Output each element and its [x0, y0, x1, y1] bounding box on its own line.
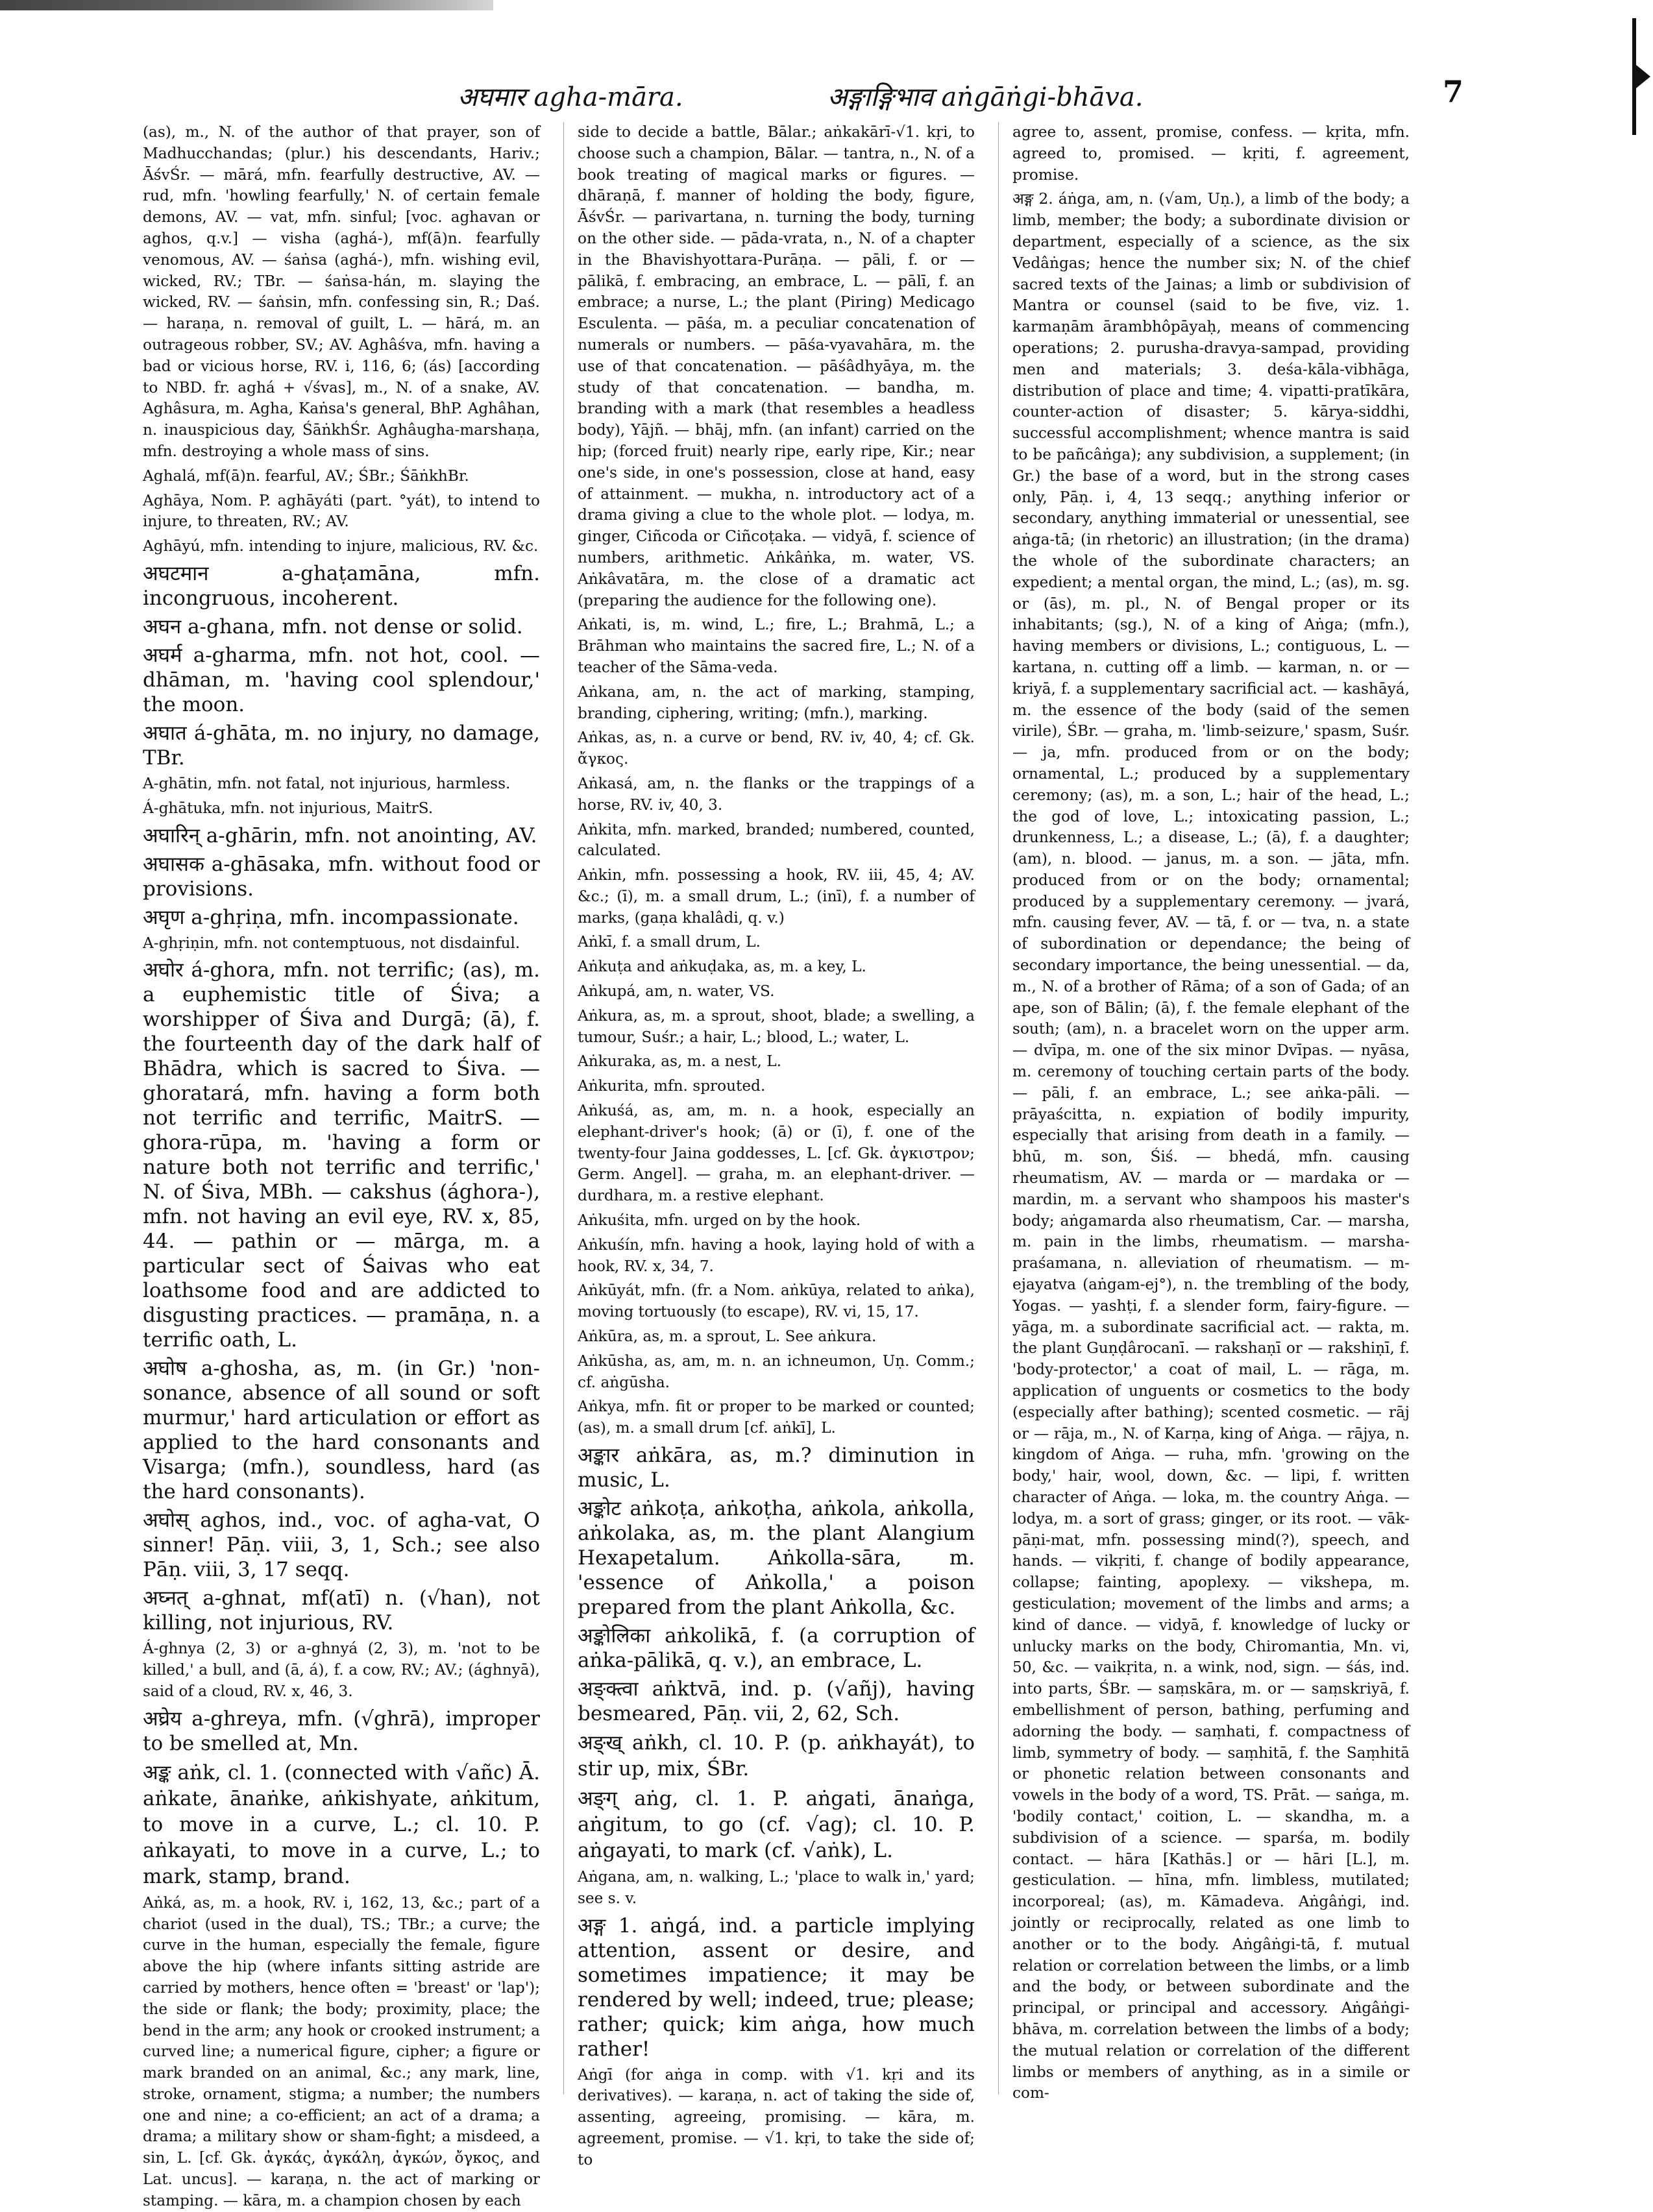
dictionary-entry: अघ्रेय a-ghreya, mfn. (√ghrā), improper to be smelled at, Mn.: [143, 1707, 540, 1755]
dictionary-entry: Aṅkya, mfn. fit or proper to be marked or counted; (as), m. a small drum [cf. aṅkī], L.: [578, 1398, 975, 1437]
dictionary-entry: Aṅkūsha, as, am, m. n. an ichneumon, Uṇ. Comm.; cf. aṅgūsha.: [578, 1352, 975, 1391]
dictionary-entry: अङ्ग् aṅg, cl. 1. P. aṅgati, ānaṅga, aṅgitum, to go (cf. √ag); cl. 10. P. aṅgayati, to mark (cf. √aṅk), L.: [578, 1787, 975, 1863]
page-header: [133, 71, 1463, 117]
dictionary-entry: (as), m., N. of the author of that prayer, son of Madhucchandas; (plur.) his descendants, Hariv.; ĀśvŚr. — mārá, mfn. fearfully destructive, AV. — rud, mfn. 'howling fearfully,' N. of certain female demons, AV. — vat, mfn. sinful; [voc. aghavan or aghos, q.v.] — visha (aghá-), mf(ā)n. fearfully venomous, AV. — śaṅsa (aghá-), mfn. wishing evil, wicked, RV.; TBr. — śaṅsa-hán, m. slaying the wicked, RV. — śaṅsin, mfn. confessing sin, R.; Daś. — haraṇa, n. removal of guilt, L. — hārá, m. an outrageous robber, SV.; AV. Aghâśva, mfn. having a bad or vicious horse, RV. i, 116, 6; (ás) [according to NBD. fr. aghá + √śvas], m., N. of a snake, AV. Aghâsura, m. Agha, Kaṅsa's general, BhP. Aghâhan, n. inauspicious day, ŚāṅkhŚr. Aghâugha-marshaṇa, mfn. destroying a whole mass of sins.: [143, 123, 540, 460]
dictionary-column-3: [1012, 122, 1410, 2108]
dictionary-entry: Aṅkūyát, mfn. (fr. a Nom. aṅkūya, related to aṅka), moving tortuously (to escape), RV. vi, 15, 17.: [578, 1282, 975, 1321]
dictionary-entry: अघोस् aghos, ind., voc. of agha-vat, O sinner! Pāṇ. viii, 3, 1, Sch.; see also Pāṇ. viii, 3, 17 seqq.: [143, 1509, 540, 1582]
left-running-headword: अघमार agha-māra.: [458, 82, 683, 112]
dictionary-entry: agree to, assent, promise, confess. — kṛita, mfn. agreed to, promised. — kṛiti, f. agreement, promise.: [1012, 123, 1410, 184]
dictionary-column-2: [578, 122, 975, 2169]
page-number: 7: [1442, 74, 1463, 109]
dictionary-entry: अघासक a-ghāsaka, mfn. without food or provisions.: [143, 852, 540, 901]
dictionary-entry: Aṅkuraka, as, m. a nest, L.: [578, 1052, 781, 1071]
dictionary-entry: Aṅkūra, as, m. a sprout, L. See aṅkura.: [578, 1328, 877, 1346]
dictionary-entry: अङ्कोलिका aṅkolikā, f. (a corruption of aṅka-pālikā, q. v.), an embrace, L.: [578, 1624, 975, 1673]
dictionary-entry: अघोष a-ghosha, as, m. (in Gr.) 'non-sonance, absence of all sound or soft murmur,' hard articulation or effort as applied to the hard consonants and Visarga; (mfn.), soundless, hard (as the hard consonants).: [143, 1357, 540, 1504]
dictionary-entry: Aghāya, Nom. P. aghāyáti (part. °yát), to intend to injure, to threaten, RV.; AV.: [143, 491, 540, 531]
dictionary-entry: Aṅkuśita, mfn. urged on by the hook.: [578, 1211, 861, 1230]
dictionary-entry: A-ghātin, mfn. not fatal, not injurious, harmless.: [143, 774, 511, 792]
column-divider: [563, 122, 564, 2095]
dictionary-entry: अघ्नत् a-ghnat, mf(atī) n. (√han), not killing, not injurious, RV.: [143, 1586, 540, 1635]
scan-edge-mark: [0, 0, 493, 10]
dictionary-entry: अङ्क aṅk, cl. 1. (connected with √añc) Ā. aṅkate, ānaṅke, aṅkishyate, aṅkitum, to move in a curve, L.; cl. 10. P. aṅkayati, to move in a curve, L.; to mark, stamp, brand.: [143, 1760, 540, 1888]
dictionary-entry: Aghalá, mf(ā)n. fearful, AV.; ŚBr.; ŚāṅkhBr.: [143, 467, 469, 485]
dictionary-entry: अघर्म a-gharma, mfn. not hot, cool. — dhāman, m. 'having cool splendour,' the moon.: [143, 643, 540, 716]
dictionary-entry: Aṅkasá, am, n. the flanks or the trappings of a horse, RV. iv, 40, 3.: [578, 774, 975, 814]
dictionary-entry: अघारिन् a-ghārin, mfn. not anointing, AV.: [143, 823, 537, 847]
dictionary-entry: अङ्ग 2. áṅga, am, n. (√am, Uṇ.), a limb of the body; a limb, member; the body; a subordinate division or department, especially of a science, as the six Vedâṅgas; hence the number six; N. of the chief sacred texts of the Jainas; a limb or subdivision of Mantra or counsel (said to be five, viz. 1. karmaṇām ārambhôpāyaḥ, means of commencing operations; 2. purusha-dravya-sampad, providing men and materials; 3. deśa-kāla-vibhāga, distribution of place and time; 4. vipatti-pratīkāra, counter-action of disaster; 5. kārya-siddhi, successful accomplishment; whence mantra is said to be pañcâṅga); any subdivision, a supplement; (in Gr.) the base of a word, but in the strong cases only, Pāṇ. i, 4, 13 seqq.; anything inferior or secondary, anything immaterial or unessential, see aṅga-tā; (in rhetoric) an illustration; (in the drama) the whole of the subordinate characters; an expedient; a mental organ, the mind, L.; (as), m. sg. or (ās), m. pl., N. of Bengal proper or its inhabitants; (sg.), N. of a king of Aṅga; (mfn.), having members or divisions, L.; contiguous, L. — kartana, n. cutting off a limb. — karman, n. or — kriyā, f. a supplementary sacrificial act. — kashāyá, m. the essence of the body (said of the semen virile), ŚBr. — graha, m. 'limb-seizure,' spasm, Suśr. — ja, mfn. produced from or on the body; ornamental, L.; produced by a supplementary ceremony; (as), m. a son, L.; hair of the head, L.; the god of love, L.; intoxicating passion, L.; drunkenness, L.; a disease, L.; (ā), f. a daughter; (am), n. blood. — janus, m. a son. — jāta, mfn. produced from or on the body; ornamental; produced by a supplementary ceremony. — jvará, mfn. causing fever, AV. — tā, f. or — tva, n. a state of subordination or dependance; the being of secondary importance, the being unessential. — da, m., N. of a brother of Rāma; of a son of Gada; of an ape, son of Bālin; (ā), f. the female elephant of the south; (am), n. a bracelet worn on the upper arm. — dvīpa, m. one of the six minor Dvīpas. — nyāsa, m. ceremony of touching certain parts of the body. — pāli, f. an embrace, L.; see aṅka-pāli. — prāyaścitta, n. expiation of bodily impurity, especially that arising from death in a family. — bhū, m. son, Śiś. — bhedá, mfn. causing rheumatism, AV. — marda or — mardaka or — mardin, m. a servant who shampoos his master's body; aṅgamarda also rheumatism, Car. — marsha, m. pain in the limbs, rheumatism. — marsha-praśamana, n. alleviation of rheumatism. — m-ejayatva (aṅgam-ej°), n. the trembling of the body, Yogas. — yashṭi, f. a slender form, fairy-figure. — yāga, m. a subordinate sacrificial act. — rakta, m. the plant Guṇḍârocanī. — rakshaṇī or — rakshiṇī, f. 'body-protector,' a coat of mail, L. — rāga, m. application of unguents or cosmetics to the body (especially after bathing); scented cosmetic. — rāj or — rāja, m., N. of Karṇa, king of Aṅga. — rājya, n. kingdom of Aṅga. — ruha, mfn. 'growing on the body,' hair, wool, down, &c. — lipi, f. written character of Aṅga. — loka, m. the country Aṅga. — lodya, m. a sort of grass; ginger, or its root. — vāk-pāṇi-mat, mfn. possessing mind(?), speech, and hands. — vikṛiti, f. change of bodily appearance, collapse; fainting, apoplexy. — vikshepa, m. gesticulation; movement of the limbs and arms; a kind of dance. — vidyā, f. knowledge of lucky or unlucky marks on the body, Chiromantia, Mn. vi, 50, &c. — vaikṛita, n. a wink, nod, sign. — śás, ind. into parts, ŚBr. — saṃskāra, m. or — saṃskriyā, f. embellishment of person, bathing, perfuming and adorning the body. — saṃhati, f. compactness of limb, symmetry of body. — saṃhitā, f. the Saṃhitā or phonetic relation between consonants and vowels in the body of a word, TS. Prāt. — saṅga, m. 'bodily contact,' coition, L. — skandha, m. a subdivision of a science. — sparśa, m. bodily contact. — hāra [Kathās.] or — hāri [L.], m. gesticulation. — hīna, mfn. limbless, mutilated; incorporeal; (as), m. Kāmadeva. Aṅgâṅgi, ind. jointly or reciprocally, related as one limb to another or to the body. Aṅgâṅgi-tā, f. mutual relation or correlation between the limbs, or a limb and the body, or between subordinate and the principal, or principal and accessory. Aṅgâṅgi-bhāva, m. correlation between the limbs of a body; the mutual relation or correlation of the different limbs or members of anything, as in a simile or com-: [1012, 190, 1410, 2102]
dictionary-entry: Aṅkupá, am, n. water, VS.: [578, 982, 775, 1001]
dictionary-entry: Aṅkana, am, n. the act of marking, stamping, branding, ciphering, writing; (mfn.), marking.: [578, 683, 975, 722]
right-running-headword: अङ्गाङ्गिभाव aṅgāṅgi-bhāva.: [827, 82, 1144, 112]
dictionary-entry: अङ्क्त्वा aṅktvā, ind. p. (√añj), having besmeared, Pāṇ. vii, 2, 62, Sch.: [578, 1677, 975, 1726]
dictionary-entry: Aṅkī, f. a small drum, L.: [578, 933, 761, 951]
page-tab-marker: [1632, 18, 1650, 135]
dictionary-entry: A-ghṛiṇin, mfn. not contemptuous, not disdainful.: [143, 934, 520, 952]
dictionary-entry: Aṅkuśá, as, am, m. n. a hook, especially an elephant-driver's hook; (ā) or (ī), f. one of the twenty-four Jaina goddesses, L. [cf. Gk. ἀγκιστρον; Germ. Angel]. — graha, m. an elephant-driver. — durdhara, m. a restive elephant.: [578, 1102, 975, 1205]
dictionary-entry: अघटमान a-ghaṭamāna, mfn. incongruous, incoherent.: [143, 561, 540, 610]
dictionary-entry: Aṅkuśín, mfn. having a hook, laying hold of with a hook, RV. x, 34, 7.: [578, 1235, 975, 1275]
dictionary-entry: Aṅkita, mfn. marked, branded; numbered, counted, calculated.: [578, 820, 975, 860]
dictionary-entry: Aṅkin, mfn. possessing a hook, RV. iii, 45, 4; AV. &c.; (ī), m. a small drum, L.; (inī), f. a number of marks, (gaṇa khalâdi, q. v.): [578, 866, 975, 927]
dictionary-entry: side to decide a battle, Bālar.; aṅkakārī-√1. kṛi, to choose such a champion, Bālar. — tantra, n., N. of a book treating of magical marks or figures. — dhāraṇā, f. manner of holding the body, figure, ĀśvŚr. — parivartana, n. turning the body, turning on the other side. — pāda-vrata, n., N. of a chapter in the Bhavishyottara-Purāṇa. — pāli, f. or — pālikā, f. embracing, an embrace, L. — pālī, f. an embrace; a nurse, L.; the plant (Piring) Medicago Esculenta. — pāśa, m. a peculiar concatenation of numerals or numbers. — pāśa-vyavahāra, m. the use of that concatenation. — pāśâdhyāya, m. the study of that concatenation. — bandha, m. branding with a mark (that resembles a headless body), Yājñ. — bhāj, mfn. (an infant) carried on the hip; (forced fruit) nearly ripe, early ripe, Kir.; near one's side, in one's possession, close at hand, easy of attainment. — mukha, n. introductory act of a drama giving a clue to the whole plot. — lodya, m. ginger, Ciñcoda or Ciñcoṭaka. — vidyā, f. science of numbers, arithmetic. Aṅkâṅka, m. water, VS. Aṅkâvatāra, m. the close of a dramatic act (preparing the audience for the following one).: [578, 123, 975, 609]
dictionary-entry: अङ्ग 1. aṅgá, ind. a particle implying attention, assent or desire, and sometimes impatience; it may be rendered by well; indeed, true; please; rather; quick; kim aṅga, how much rather!: [578, 1914, 975, 2061]
dictionary-entry: Aṅká, as, m. a hook, RV. i, 162, 13, &c.; part of a chariot (used in the dual), TS.; TBr.; a curve; the curve in the human, especially the female, figure above the hip (where infants sitting astride are carried by mothers, hence often = 'breast' or 'lap'); the side or flank; the body; proximity, place; the bend in the arm; any hook or crooked instrument; a curved line; a numerical figure, cipher; a figure or mark branded on an animal, &c.; any mark, line, stroke, ornament, stigma; a number; the numbers one and nine; a co-efficient; an act of a drama; a drama; a military show or sham-fight; a misdeed, a sin, L. [cf. Gk. ἀγκάς, ἀγκάλη, ἀγκών, ὄγκος, and Lat. uncus]. — karaṇa, n. the act of marking or stamping. — kāra, m. a champion chosen by each: [143, 1893, 540, 2209]
dictionary-entry: अघन a-ghana, mfn. not dense or solid.: [143, 614, 523, 638]
dictionary-entry: अङ्कार aṅkāra, as, m.? diminution in music, L.: [578, 1444, 975, 1492]
dictionary-entry: Á-ghātuka, mfn. not injurious, MaitrS.: [143, 799, 434, 817]
dictionary-entry: Aṅkuṭa and aṅkuḍaka, as, m. a key, L.: [578, 958, 866, 976]
dictionary-entry: Aṅgī (for aṅga in comp. with √1. kṛi and its derivatives). — karaṇa, n. act of taking the side of, assenting, agreeing, promising. — kāra, m. agreement, promise. — √1. kṛi, to take the side of; to: [578, 2065, 975, 2169]
dictionary-entry: Aṅgana, am, n. walking, L.; 'place to walk in,' yard; see s. v.: [578, 1868, 975, 1907]
dictionary-entry: अङ्कोट aṅkoṭa, aṅkoṭha, aṅkola, aṅkolla, aṅkolaka, as, m. the plant Alangium Hexapetalum. Aṅkolla-sāra, m. 'essence of Aṅkolla,' a poison prepared from the plant Aṅkolla, &c.: [578, 1497, 975, 1620]
dictionary-entry: Aṅkurita, mfn. sprouted.: [578, 1077, 766, 1095]
dictionary-entry: Aghāyú, mfn. intending to injure, malicious, RV. &c.: [143, 537, 539, 555]
dictionary-entry: अघात á-ghāta, m. no injury, no damage, TBr.: [143, 721, 540, 770]
dictionary-entry: अङ्ख् aṅkh, cl. 10. P. (p. aṅkhayát), to stir up, mix, ŚBr.: [578, 1731, 975, 1781]
dictionary-entry: Aṅkas, as, n. a curve or bend, RV. iv, 40, 4; cf. Gk. ἄγκος.: [578, 729, 975, 768]
dictionary-entry: Aṅkati, is, m. wind, L.; fire, L.; Brahmā, L.; a Brāhman who maintains the sacred fire, L.; N. of a teacher of the Sāma-veda.: [578, 616, 975, 676]
dictionary-entry: Á-ghnya (2, 3) or a-ghnyá (2, 3), m. 'not to be killed,' a bull, and (ā, á), f. a cow, RV.; AV.; (ághnyā), said of a cloud, RV. x, 46, 3.: [143, 1640, 540, 1700]
dictionary-column-1: [143, 122, 540, 2209]
dictionary-entry: Aṅkura, as, m. a sprout, shoot, blade; a swelling, a tumour, Suśr.; a hair, L.; blood, L.; water, L.: [578, 1006, 975, 1046]
dictionary-entry: अघृण a-ghṛiṇa, mfn. incompassionate.: [143, 905, 519, 929]
column-divider: [998, 122, 999, 2095]
dictionary-entry: अघोर á-ghora, mfn. not terrific; (as), m. a euphemistic title of Śiva; a worshipper of Śiva and Durgā; (ā), f. the fourteenth day of the dark half of Bhādra, which is sacred to Śiva. — ghoratará, mfn. having a form both not terrific and terrific, MaitrS. — ghora-rūpa, m. 'having a form or nature both not terrific and terrific,' N. of Śiva, MBh. — cakshus (ághora-), mfn. not having an evil eye, RV. x, 85, 44. — pathin or — mārga, m. a particular sect of Śaivas who eat loathsome food and are addicted to disgusting practices. — pramāṇa, n. a terrific oath, L.: [143, 958, 540, 1352]
